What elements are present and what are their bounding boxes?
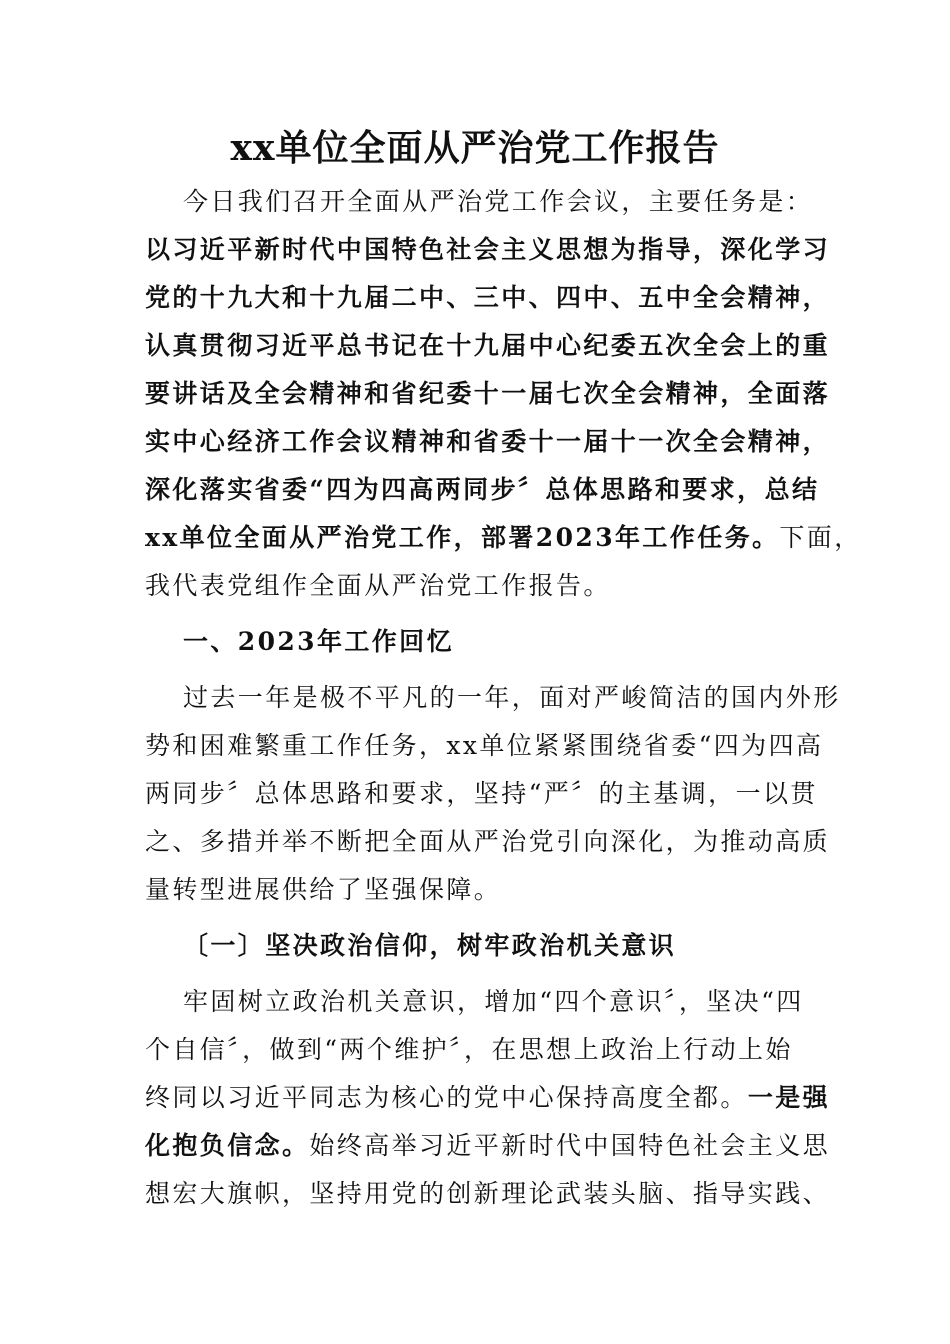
intro-line-1: 今日我们召开全面从严治党工作会议，主要任务是： xyxy=(183,187,814,216)
intro-line-7: 深化落实省委“四为四高两同步〞总体思路和要求，总结 xyxy=(145,475,820,504)
subsection-1-line-4-bold: 化抱负信念。 xyxy=(145,1131,310,1160)
section-1-heading: 一、2023年工作回忆 xyxy=(183,627,454,656)
intro-line-8-bold: xx单位全面从严治党工作，部署2023年工作任务。 xyxy=(145,523,780,552)
document-title: xx单位全面从严治党工作报告 xyxy=(230,127,720,169)
section-1-line-5: 量转型进展供给了坚强保障。 xyxy=(145,875,502,904)
intro-line-6: 实中心经济工作会议精神和省委十一届十一次全会精神， xyxy=(145,427,831,456)
subsection-1-line-3-bold: 一是强 xyxy=(747,1083,831,1112)
subsection-1-line-3 xyxy=(145,1080,831,1116)
intro-line-8 xyxy=(145,520,862,556)
intro-line-5: 要讲话及全会精神和省纪委十一届七次全会精神，全面落 xyxy=(145,379,831,408)
subsection-1-heading: 〔一〕坚决政治信仰，树牢政治机关意识 xyxy=(183,931,677,960)
subsection-1-line-4 xyxy=(145,1128,831,1164)
section-1-line-1: 过去一年是极不平凡的一年，面对严峻简洁的国内外形 xyxy=(183,683,841,712)
subsection-1-line-3-normal: 终同以习近平同志为核心的党中心保持高度全都。 xyxy=(145,1083,748,1112)
intro-line-3: 党的十九大和十九届二中、三中、四中、五中全会精神， xyxy=(145,283,831,312)
intro-line-9: 我代表党组作全面从严治党工作报告。 xyxy=(145,571,611,600)
intro-line-2: 以习近平新时代中国特色社会主义思想为指导，深化学习 xyxy=(145,235,831,264)
section-1-line-4: 之、多措并举不断把全面从严治党引向深化，为推动高质 xyxy=(145,827,831,856)
subsection-1-line-1: 牢固树立政治机关意识，增加“四个意识〞，坚决“四 xyxy=(183,987,804,1016)
subsection-1-line-5: 想宏大旗帜，坚持用党的创新理论武装头脑、指导实践、 xyxy=(145,1179,831,1208)
section-1-line-3: 两同步〞总体思路和要求，坚持“严〞的主基调，一以贯 xyxy=(145,779,818,808)
subsection-1-line-2: 个自信〞，做到“两个维护〞，在思想上政治上行动上始 xyxy=(145,1035,793,1064)
intro-line-4: 认真贯彻习近平总书记在十九届中心纪委五次全会上的重 xyxy=(145,331,831,360)
subsection-1-line-4-normal: 始终高举习近平新时代中国特色社会主义思 xyxy=(309,1131,831,1160)
section-1-line-2: 势和困难繁重工作任务，xx单位紧紧围绕省委“四为四高 xyxy=(145,731,824,760)
intro-line-8-normal: 下面， xyxy=(779,523,862,552)
